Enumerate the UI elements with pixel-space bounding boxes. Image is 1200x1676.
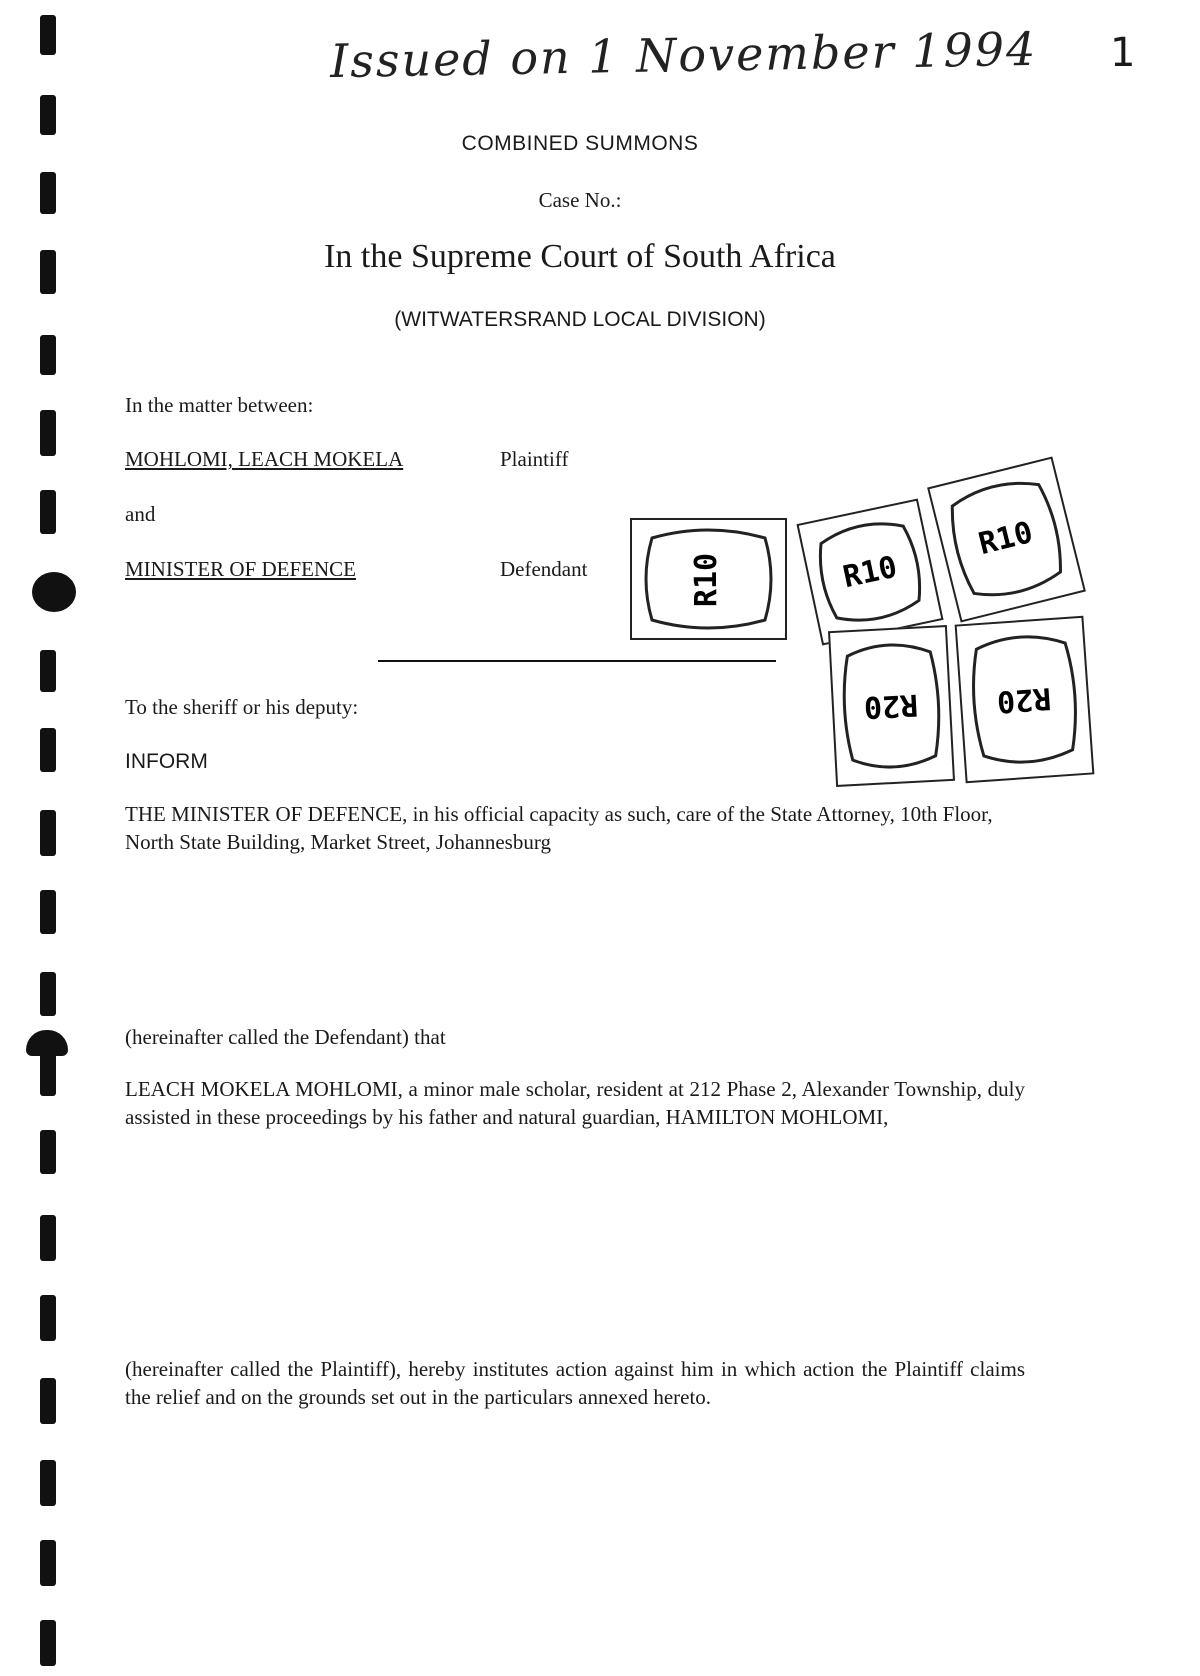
defendant-called: (hereinafter called the Defendant) that <box>125 1025 446 1049</box>
revenue-stamp <box>828 625 955 787</box>
parties-connector: and <box>125 502 156 526</box>
binder-hole <box>40 1215 56 1261</box>
binder-hole <box>40 1620 56 1666</box>
handwritten-issue-note: Issued on 1 November 1994 <box>329 21 1038 89</box>
plaintiff-role: Plaintiff <box>500 447 569 471</box>
binder-hole <box>40 1540 56 1586</box>
stamp-value: R10 <box>839 549 901 596</box>
revenue-stamp <box>927 456 1086 622</box>
case-number-label: Case No.: <box>538 188 622 212</box>
binder-hole <box>40 650 56 692</box>
divider-rule <box>378 660 776 662</box>
court-name: In the Supreme Court of South Africa <box>324 238 836 275</box>
binder-hole <box>40 810 56 856</box>
binder-hole <box>40 490 56 534</box>
stamp-value: R20 <box>863 686 919 725</box>
page-number: 1 <box>1110 30 1136 76</box>
binder-hole <box>40 1378 56 1424</box>
plaintiff-details: LEACH MOKELA MOHLOMI, a minor male scholar, resident at 212 Phase 2, Alexander Township, duly assisted in these proceedings by his father and natural guardian, HAMILTON MOHLOMI, <box>125 1077 1025 1129</box>
binder-hole <box>40 1130 56 1174</box>
binder-hole <box>40 95 56 135</box>
binder-hole <box>32 572 76 612</box>
revenue-stamp <box>796 498 943 645</box>
parties-intro: In the matter between: <box>125 393 314 417</box>
defendant-role: Defendant <box>500 557 588 581</box>
binder-hole <box>40 972 56 1016</box>
binder-hole <box>40 335 56 375</box>
stamp-value: R10 <box>975 515 1037 563</box>
revenue-stamp <box>630 518 787 640</box>
document-type: COMBINED SUMMONS <box>461 132 699 155</box>
binder-hole <box>40 728 56 772</box>
inform-heading: INFORM <box>125 750 208 773</box>
binder-hole <box>40 1460 56 1506</box>
address-to: To the sheriff or his deputy: <box>125 695 359 719</box>
stamp-value: R20 <box>995 680 1053 719</box>
defendant-details: THE MINISTER OF DEFENCE, in his official capacity as such, care of the State Attorney, 10th Floor, North State Building, Market Street, Johannesburg <box>125 802 993 854</box>
binder-hole <box>40 890 56 934</box>
binder-hole <box>40 1050 56 1096</box>
binder-hole <box>40 15 56 55</box>
court-division: (WITWATERSRAND LOCAL DIVISION) <box>394 308 766 331</box>
binder-hole <box>40 1295 56 1341</box>
revenue-stamp <box>955 616 1095 784</box>
binder-hole <box>40 410 56 456</box>
closing-paragraph: (hereinafter called the Plaintiff), hereby institutes action against him in which action the Plaintiff claims the relief and on the grounds set out in the particulars annexed hereto. <box>125 1357 1025 1409</box>
stamp-value: R10 <box>689 552 724 608</box>
defendant-name: MINISTER OF DEFENCE <box>125 557 357 581</box>
plaintiff-name: MOHLOMI, LEACH MOKELA <box>125 447 404 471</box>
